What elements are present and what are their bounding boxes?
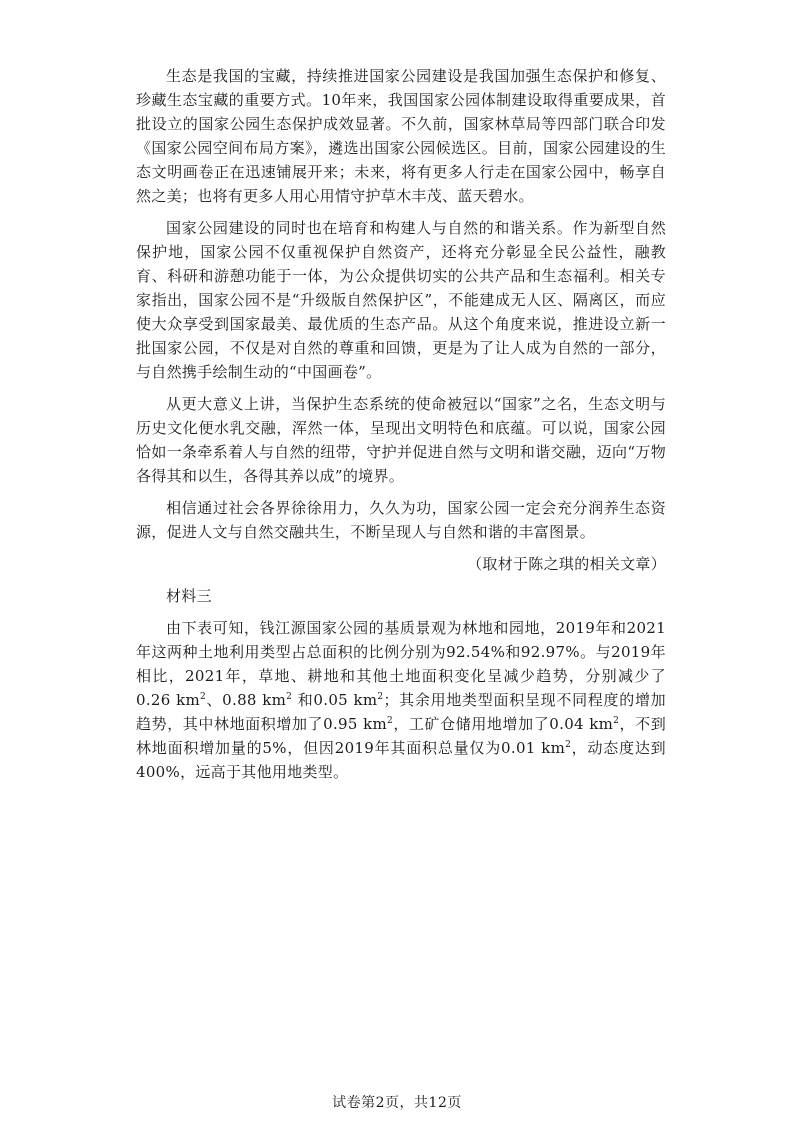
paragraph-4: 相信通过社会各界徐徐用力，久久为功，国家公园一定会充分润养生态资源，促进人文与自然交融共生，不断呈现人与自然和谐的丰富图景。 xyxy=(136,499,666,541)
superscript-2: 2 xyxy=(286,692,293,702)
material-three-paragraph xyxy=(136,616,666,784)
paragraph-2: 国家公园建设的同时也在培育和构建人与自然的和谐关系。作为新型自然保护地，国家公园不仅重视保护自然资产，还将充分彰显全民公益性，融教育、科研和游憩功能于一体，为公众提供切实的公共产品和生态福利。相关专家指出，国家公园不是“升级版自然保护区”，不能建成无人区、隔离区，而应使大众享受到国家最美、最优质的生态产品。从这个角度来说，推进设立新一批国家公园，不仅是对自然的尊重和回馈，更是为了让人成为自然的一部分，与自然携手绘制生动的“中国画卷”。 xyxy=(136,219,666,381)
section-title: 材料三 xyxy=(166,587,212,605)
source-attribution: （取材于陈之琪的相关文章） xyxy=(467,555,666,573)
material-text-4: ；其余用地类型面积呈现不同程度的增加趋势，其中林地面积增加了0.95 km xyxy=(136,691,666,733)
superscript-2: 2 xyxy=(387,716,394,726)
superscript-2: 2 xyxy=(377,692,384,702)
material-text-3: 和0.05 km xyxy=(292,691,378,709)
material-text-7: ，动态度达到400%，远高于其他用地类型。 xyxy=(136,739,666,781)
page-footer: 试卷第2页，共12页 xyxy=(332,1095,462,1111)
document-body xyxy=(136,64,666,792)
superscript-2: 2 xyxy=(613,716,620,726)
superscript-2: 2 xyxy=(200,692,207,702)
material-text-1: 由下表可知，钱江源国家公园的基质景观为林地和园地，2019年和2021年这两种土地利用类型占总面积的比例分别为92.54%和92.97%。与2019年相比，2021年，草地、耕地和其他土地面积变化呈减少趋势，分别减少了0.26 km xyxy=(136,619,666,709)
material-text-5: ，工矿仓储用地增加了0.04 km xyxy=(393,715,614,733)
paragraph-1: 生态是我国的宝藏，持续推进国家公园建设是我国加强生态保护和修复、珍藏生态宝藏的重要方式。10年来，我国国家公园体制建设取得重要成果，首批设立的国家公园生态保护成效显著。不久前，国家林草局等四部门联合印发《国家公园空间布局方案》，遴选出国家公园候选区。目前，国家公园建设的生态文明画卷正在迅速铺展开来；未来，将有更多人行走在国家公园中，畅享自然之美；也将有更多人用心用情守护草木丰茂、蓝天碧水。 xyxy=(136,67,666,205)
material-text-2: 、0.88 km xyxy=(206,691,287,709)
paragraph-3: 从更大意义上讲，当保护生态系统的使命被冠以“国家”之名，生态文明与历史文化便水乳交融，浑然一体，呈现出文明特色和底蕴。可以说，国家公园恰如一条牵系着人与自然的纽带，守护并促进自然与文明和谐交融，迈向“万物各得其和以生，各得其养以成”的境界。 xyxy=(136,395,666,485)
superscript-2: 2 xyxy=(565,740,572,750)
material-text-6: ，不到林地面积增加量的5%，但因2019年其面积总量仅为0.01 km xyxy=(136,715,666,757)
